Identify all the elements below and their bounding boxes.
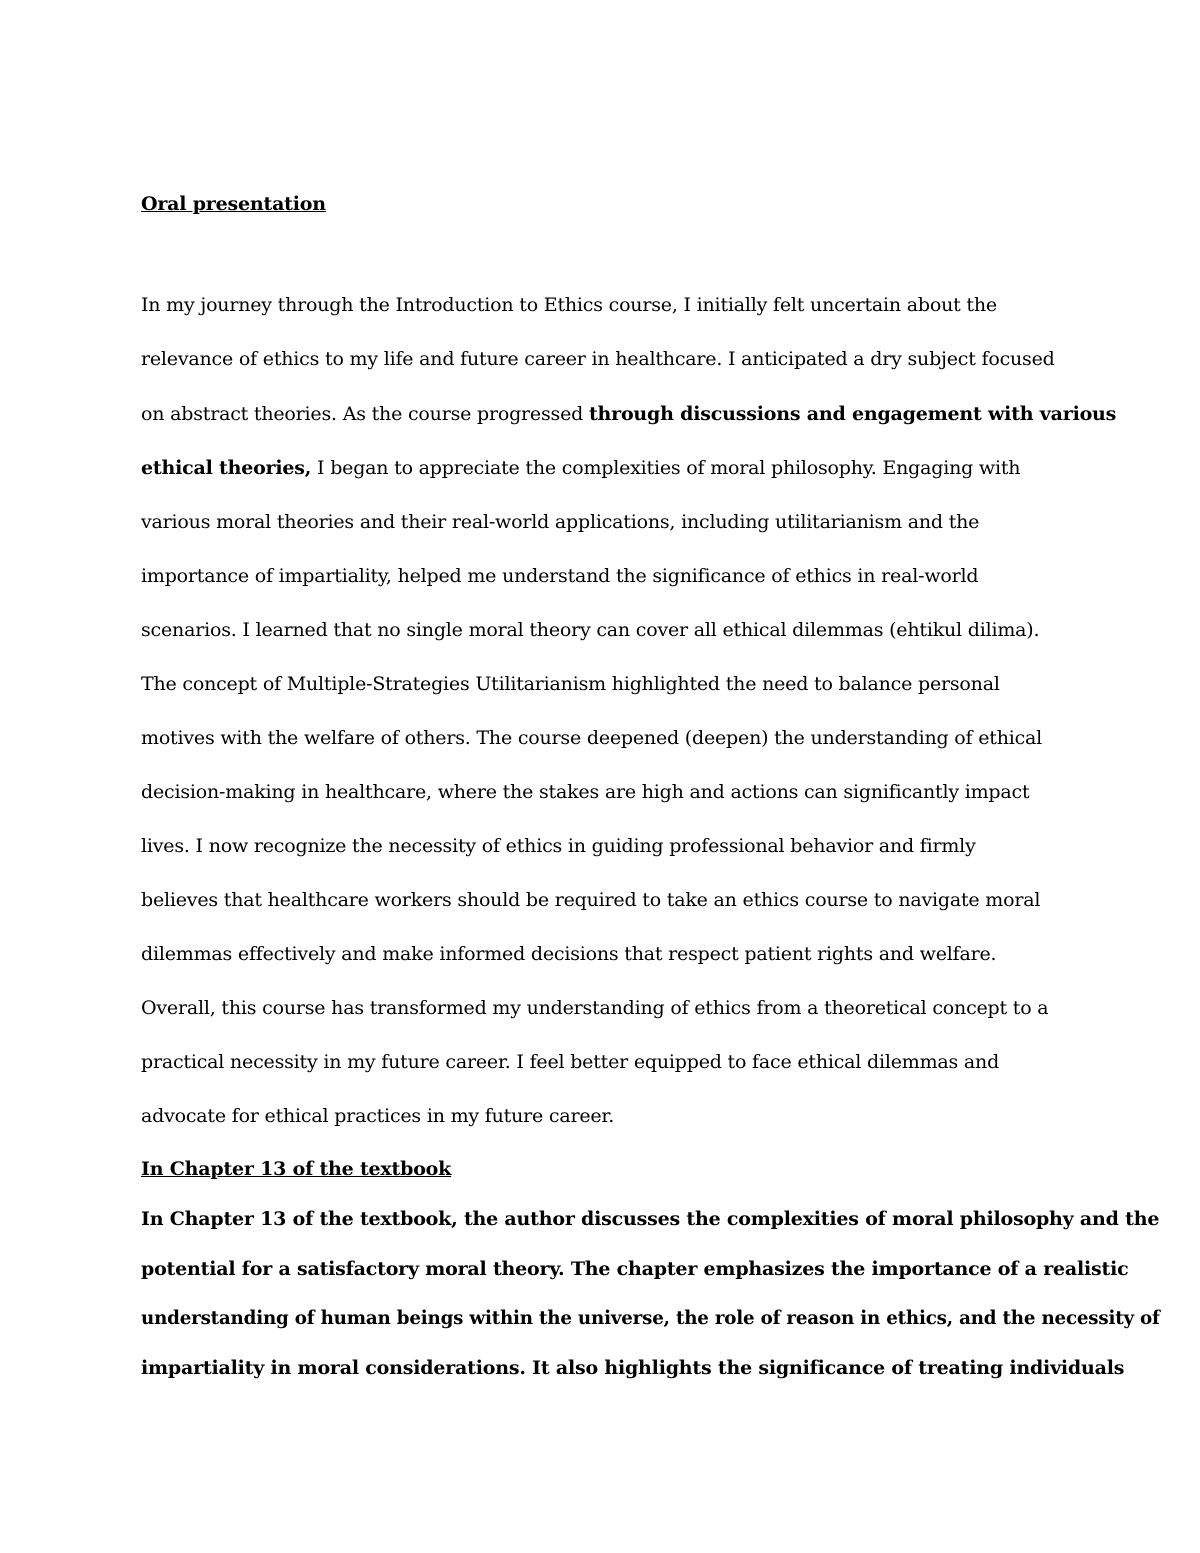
- paragraph-bold-text: through discussions and engagement with various: [588, 403, 1117, 425]
- paragraph-line: motives with the welfare of others. The course deepened (deepen) the understanding of ethical: [141, 727, 1043, 749]
- paragraph-line: practical necessity in my future career. I feel better equipped to face ethical dilemmas and: [141, 1051, 1000, 1073]
- paragraph-line: importance of impartiality, helped me understand the significance of ethics in real-world: [141, 565, 979, 587]
- paragraph-line: decision-making in healthcare, where the stakes are high and actions can significantly impact: [141, 781, 1030, 803]
- paragraph-line: In my journey through the Introduction to Ethics course, I initially felt uncertain about the: [141, 294, 997, 316]
- paragraph-line: impartiality in moral considerations. It also highlights the significance of treating individuals: [141, 1357, 1125, 1379]
- paragraph-text: I began to appreciate the complexities of moral philosophy. Engaging with: [311, 457, 1021, 479]
- paragraph-line: Overall, this course has transformed my understanding of ethics from a theoretical concept to a: [141, 997, 1049, 1019]
- paragraph-line: believes that healthcare workers should be required to take an ethics course to navigate moral: [141, 889, 1041, 911]
- heading-oral-presentation: Oral presentation: [141, 193, 326, 215]
- paragraph-bold-text: ethical theories,: [141, 457, 312, 479]
- paragraph-line: various moral theories and their real-world applications, including utilitarianism and the: [141, 511, 980, 533]
- paragraph-line: advocate for ethical practices in my future career.: [141, 1105, 615, 1127]
- paragraph-line: relevance of ethics to my life and future career in healthcare. I anticipated a dry subject focused: [141, 348, 1055, 370]
- paragraph-line: scenarios. I learned that no single moral theory can cover all ethical dilemmas (ehtikul dilima).: [141, 619, 1040, 641]
- paragraph-line: lives. I now recognize the necessity of ethics in guiding professional behavior and firmly: [141, 835, 976, 857]
- paragraph-line: dilemmas effectively and make informed decisions that respect patient rights and welfare.: [141, 943, 997, 965]
- paragraph-line: In Chapter 13 of the textbook, the author discusses the complexities of moral philosophy and the: [141, 1208, 1160, 1230]
- heading-chapter-13: In Chapter 13 of the textbook: [141, 1158, 452, 1180]
- paragraph-line: [141, 400, 1116, 428]
- paragraph-line: potential for a satisfactory moral theory. The chapter emphasizes the importance of a realistic: [141, 1258, 1129, 1280]
- paragraph-line: understanding of human beings within the universe, the role of reason in ethics, and the necessity of: [141, 1307, 1160, 1329]
- paragraph-line: The concept of Multiple-Strategies Utilitarianism highlighted the need to balance personal: [141, 673, 1000, 695]
- paragraph-text: on abstract theories. As the course progressed: [141, 403, 589, 425]
- paragraph-line: [141, 454, 1020, 482]
